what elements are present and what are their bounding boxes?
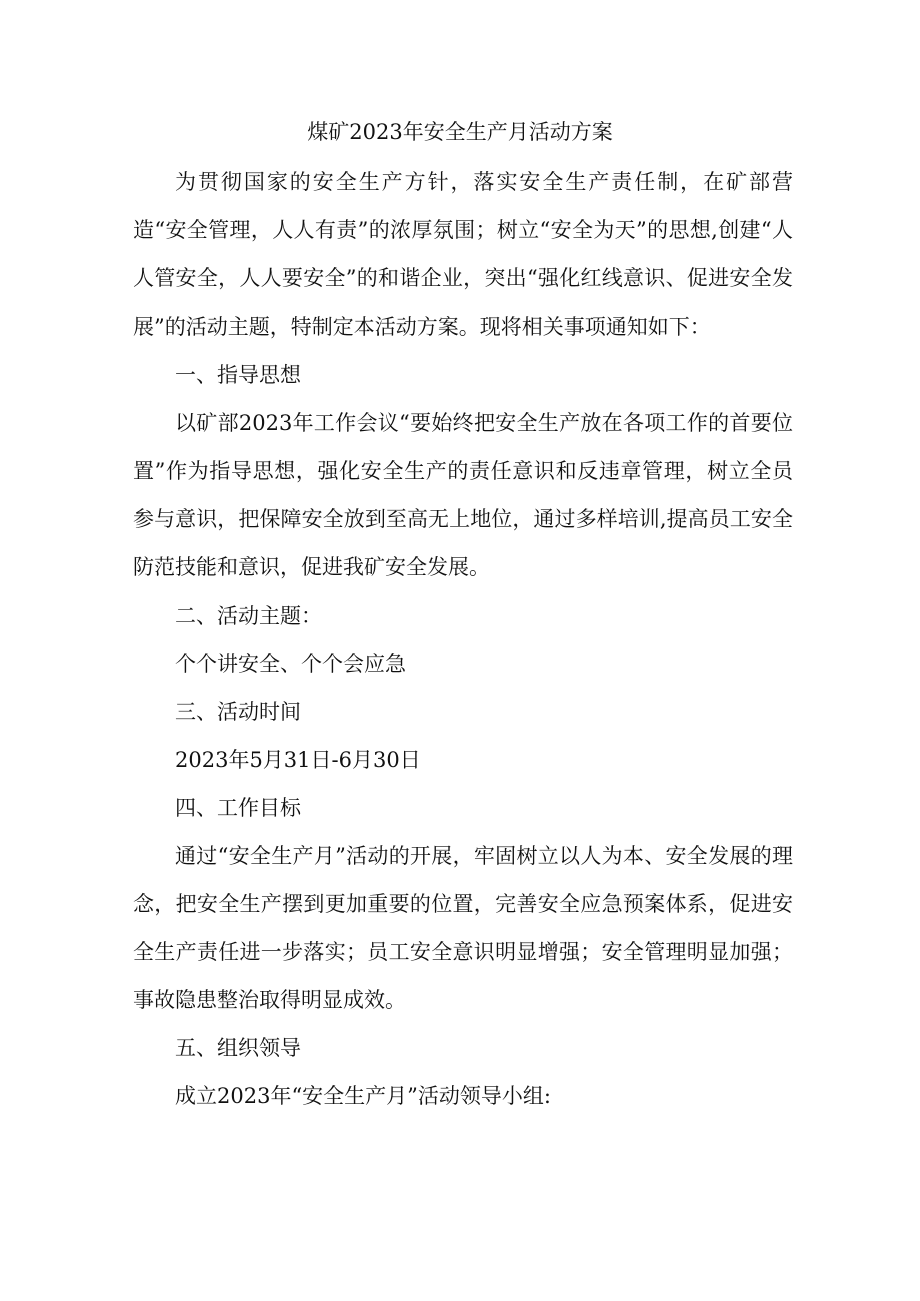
document-body (133, 158, 793, 1120)
section-body-activity-time: 2023年5月31日-6月30日 (175, 747, 421, 772)
section-heading-organization: 五、组织领导 (175, 1036, 301, 1061)
section-body-guiding-ideology: 以矿部2023年工作会议“要始终把安全生产放在各项工作的首要位置”作为指导思想，强化安全生产的责任意识和反违章管理，树立全员参与意识，把保障安全放到至高无上地位，通过多样培训,提高员工安全防范技能和意识，促进我矿安全发展。 (133, 410, 793, 580)
section-heading-activity-time: 三、活动时间 (175, 699, 301, 724)
section-body-activity-theme: 个个讲安全、个个会应急 (175, 651, 406, 676)
section-heading-work-goals: 四、工作目标 (175, 795, 301, 820)
intro-paragraph: 为贯彻国家的安全生产方针，落实安全生产责任制，在矿部营造“安全管理，人人有责”的浓厚氛围；树立“安全为天”的思想,创建“人人管安全，人人要安全”的和谐企业，突出“强化红线意识、促进安全发展”的活动主题，特制定本活动方案。现将相关事项通知如下： (133, 170, 793, 339)
section-heading-guiding-ideology: 一、指导思想 (175, 362, 301, 387)
section-heading-activity-theme: 二、活动主题： (175, 603, 322, 628)
section-body-organization: 成立2023年“安全生产月”活动领导小组: (175, 1084, 551, 1109)
document-title: 煤矿2023年安全生产月活动方案 (307, 120, 613, 144)
section-body-work-goals: 通过“安全生产月”活动的开展，牢固树立以人为本、安全发展的理念，把安全生产摆到更加重要的位置，完善安全应急预案体系，促进安全生产责任进一步落实；员工安全意识明显增强；安全管理明显加强；事故隐患整治取得明显成效。 (133, 843, 793, 1013)
